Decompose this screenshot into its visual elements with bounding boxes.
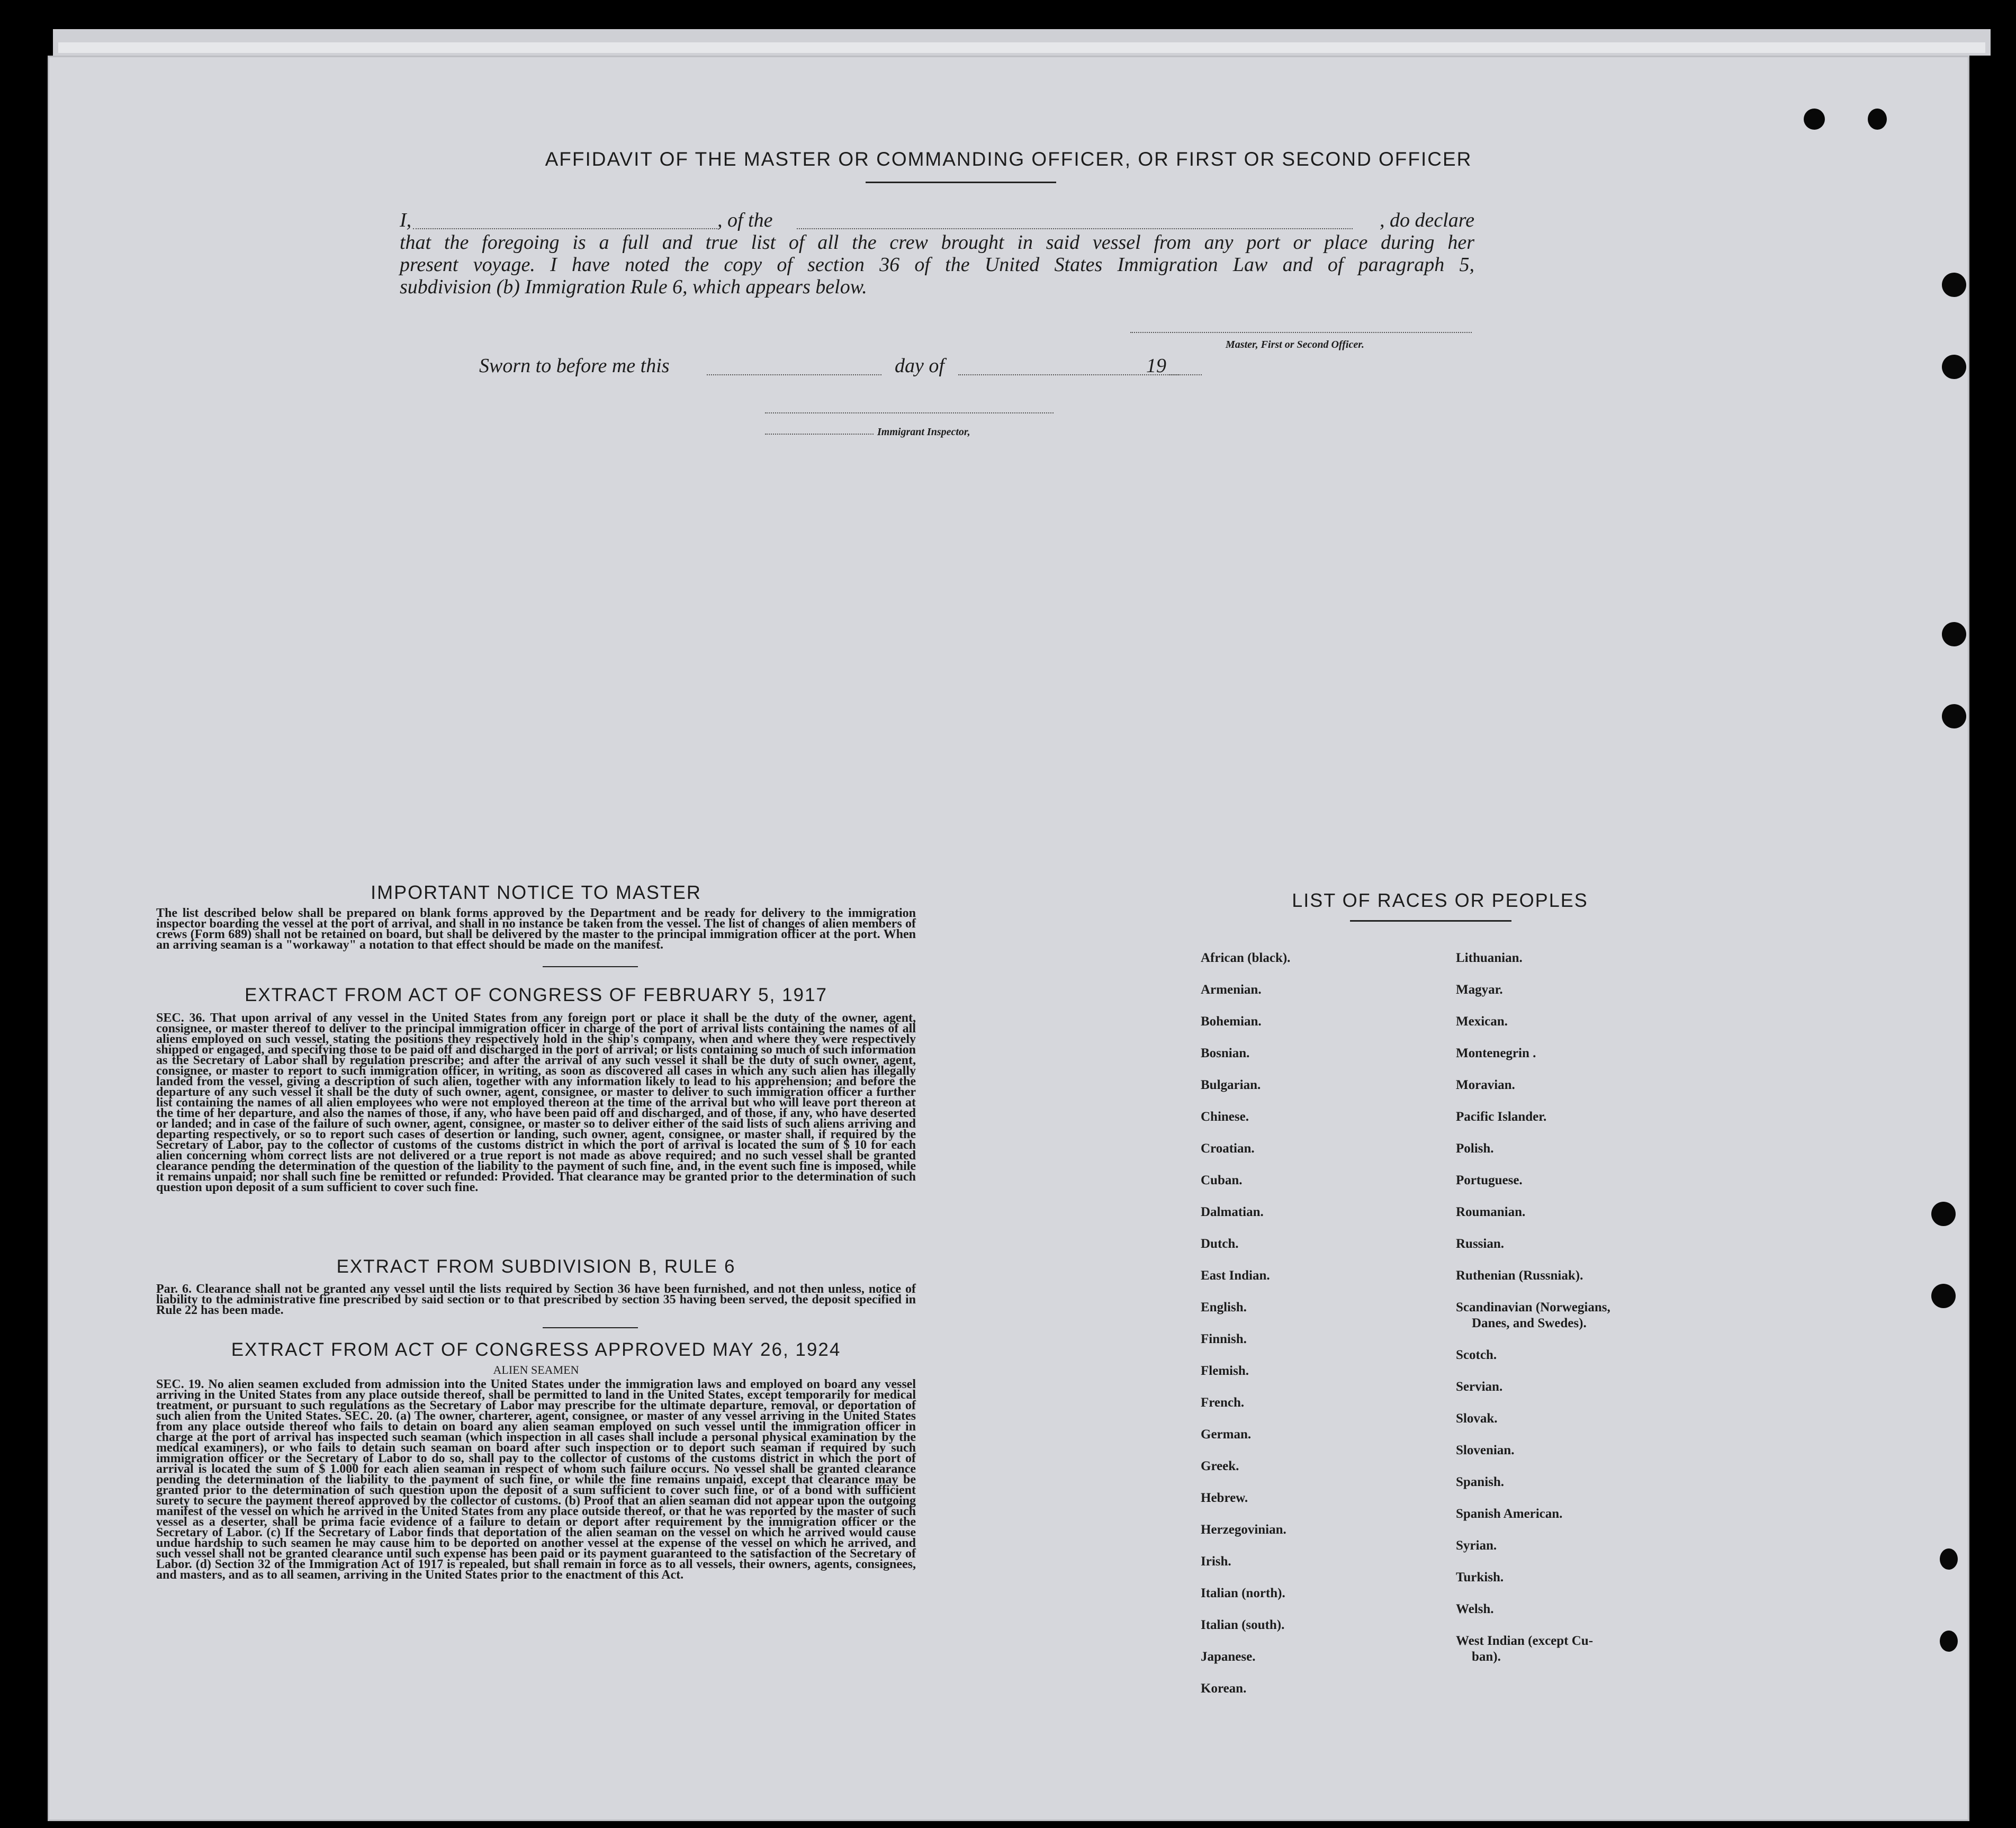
declaration-line-2: present voyage. I have noted the copy of section 36 of the United States Immigration Law and of paragraph 5, xyxy=(400,254,1474,276)
race-list-item: African (black). xyxy=(1201,951,1291,965)
master-signature-field[interactable] xyxy=(1130,331,1472,333)
extract-1924-text: SEC. 19. No alien seamen excluded from admission into the United States under the immigration laws and employed on board any vessel arriving in the United States from any place outside thereof, shall be permitted to land in the United States, except temporarily for medical treatment, or pursuant to such regulations as the Secretary of Labor may prescribe for the ultimate departure, removal, or deportation of such alien from the United States. SEC. 20. (a) The owner, charterer, agent, consignee, or master of any vessel arriving in the United States from any place outside thereof who fails to detain on board any alien seaman employed on such vessel until the immigration officer in charge at the port of arrival has inspected such seaman (which inspection in all cases shall include a personal physical examination by the medical examiners), or who fails to detain such seaman on board after such inspection or to deport such seaman if required by such immigration officer or the Secretary of Labor to do so, shall pay to the collector of customs of the customs district in which the port of arrival is located the sum of $ 1.000 for each alien seaman in respect of whom such failure occurs. No vessel shall be granted clearance pending the determination of the liability to the payment of such fine, or while the fine remains unpaid, except that clearance may be granted prior to the determination of such question upon the deposit of a sum sufficient to cover such fine, or of a bond with sufficient surety to secure the payment thereof approved by the collector of customs. (b) Proof that an alien seaman did not appear upon the outgoing manifest of the vessel on which he arrived in the United States from any place outside thereof, or that he was reported by the master of such vessel as a deserter, shall be prima facie evidence of a failure to detain or deport after requirement by the immigration officer or the Secretary of Labor. (c) If the Secretary of Labor finds that deportation of the alien seaman on the vessel on which he arrived would cause undue hardship to such seamen he may cause him to be deported on another vessel at the expense of the vessel on which he arrived, and such vessel shall not be granted clearance until such expense has been paid or its payment guaranteed to the satisfaction of the Secretary of Labor. (d) Section 32 of the Immigration Act of 1917 is repealed, but shall remain in force as to all vessels, their owners, agents, consignees, and masters, and as to all seamen, arriving in the United States prior to the enactment of this Act. xyxy=(156,1377,916,1582)
race-list-item: ban). xyxy=(1472,1650,1501,1664)
extract-1917-text: SEC. 36. That upon arrival of any vessel in the United States from any foreign port or place it shall be the duty of the owner, agent, consignee, or master thereof to deliver to the principal immigration officer in charge of the port of arrival lists containing the names of all aliens employed on such vessel, stating the positions they respectively hold in the ship's company, when and where they were respectively shipped or engaged, and specifying those to be paid off and discharged in the port of arrival; or lists containing so much of such information as the Secretary of Labor shall by regulation prescribe; and after the arrival of any such vessel it shall be the duty of such owner, agent, consignee, or master to report to such immigration officer, in writing, as soon as discovered all cases in which any such alien has illegally landed from the vessel, giving a description of such alien, together with any information likely to lead to his apprehension; and before the departure of any such vessel it shall be the duty of such owner, agent, consignee, or master to deliver to such immigration officer a further list containing the names of all alien employees who were not employed thereon at the time of the arrival but who will leave port thereon at the time of her departure, and also the names of those, if any, who have been paid off and discharged, and of those, if any, who have deserted or landed; and in case of the failure of such owner, agent, consignee, or master so to deliver either of the said lists of such aliens arriving and departing respectively, or so to report such cases of desertion or landing, such owner, agent, consignee, or master shall, if required by the Secretary of Labor, pay to the collector of customs of the customs district in which the port of arrival is located the sum of $ 10 for each alien concerning whom correct lists are not delivered or a true report is not made as above required; and no such vessel shall be granted clearance pending the determination of the question of the liability to the payment of such fine, and, in the event such fine is imposed, while it remains unpaid; nor shall such fine be remitted or refunded: Provided. That clearance may be granted prior to the determination of such question upon deposit of a sum sufficient to cover such fine. xyxy=(156,1011,916,1194)
race-list-item: Moravian. xyxy=(1456,1078,1515,1092)
race-list-item: Spanish. xyxy=(1456,1475,1505,1489)
race-list-item: Welsh. xyxy=(1456,1602,1494,1616)
race-list-item: Scotch. xyxy=(1456,1348,1497,1362)
race-list-item: Flemish. xyxy=(1201,1364,1249,1378)
punch-hole xyxy=(1868,109,1887,130)
race-list-item: Servian. xyxy=(1456,1380,1503,1394)
races-title: LIST OF RACES OR PEOPLES xyxy=(1292,889,1588,911)
notice-divider xyxy=(543,966,638,967)
day-of-label: day of xyxy=(895,355,944,377)
race-list-item: Chinese. xyxy=(1201,1110,1249,1124)
punch-hole xyxy=(1942,704,1966,728)
race-list-item: Herzegovinian. xyxy=(1201,1523,1286,1537)
race-list-item: Syrian. xyxy=(1456,1538,1497,1553)
punch-hole xyxy=(1931,1202,1956,1226)
affidavit-title: AFFIDAVIT OF THE MASTER OR COMMANDING OFFICER, OR FIRST OR SECOND OFFICER xyxy=(545,148,1472,170)
inspector-signature-field[interactable] xyxy=(765,411,1054,413)
race-list-item: French. xyxy=(1201,1395,1245,1410)
race-list-item: Spanish American. xyxy=(1456,1507,1563,1521)
sworn-year-field[interactable] xyxy=(1167,373,1202,375)
name-field[interactable] xyxy=(413,227,717,229)
race-list-item: Bosnian. xyxy=(1201,1046,1250,1060)
race-list-item: Lithuanian. xyxy=(1456,951,1523,965)
race-list-item: Italian (north). xyxy=(1201,1586,1285,1600)
race-list-item: Scandinavian (Norwegians, xyxy=(1456,1300,1610,1314)
extract-rule6-text: Par. 6. Clearance shall not be granted any vessel until the lists required by Section 36 have been furnished, and not then unless, notice of liability to the administrative fine prescribed by said section or to that prescribed by section 35 having been served, the deposit specified in Rule 22 has been made. xyxy=(156,1282,916,1317)
races-column-2 xyxy=(1456,942,1610,1673)
race-list-item: Hebrew. xyxy=(1201,1491,1248,1505)
race-list-item: Pacific Islander. xyxy=(1456,1110,1547,1124)
punch-hole xyxy=(1942,355,1966,379)
master-signature-label: Master, First or Second Officer. xyxy=(1226,339,1364,350)
do-declare-label: , do declare xyxy=(1379,209,1474,231)
race-list-item: Turkish. xyxy=(1456,1570,1504,1584)
punch-hole xyxy=(1931,1284,1956,1308)
race-list-item: Irish. xyxy=(1201,1554,1231,1569)
punch-hole xyxy=(1942,273,1966,297)
notice-title: IMPORTANT NOTICE TO MASTER xyxy=(371,881,701,903)
notice-text: The list described below shall be prepared on blank forms approved by the Department and be ready for delivery to the immigration inspector boarding the vessel at the port of arrival, and shall in no instance be taken from the vessel. The list of changes of alien members of crews (Form 689) shall not be retained on board, but shall be delivered by the master to the principal immigration officer at the port. When an arriving seaman is a "workaway" a notation to that effect should be made on the manifest. xyxy=(156,906,916,952)
race-list-item: Finnish. xyxy=(1201,1332,1247,1346)
inspector-signature-field-2[interactable] xyxy=(765,433,874,435)
races-column-1 xyxy=(1201,942,1290,1705)
race-list-item: East Indian. xyxy=(1201,1268,1270,1283)
document-page xyxy=(48,56,1969,1821)
races-underline xyxy=(1350,920,1511,922)
race-list-item: Danes, and Swedes). xyxy=(1472,1316,1587,1330)
race-list-item: Magyar. xyxy=(1456,983,1503,997)
sworn-day-field[interactable] xyxy=(707,373,881,375)
race-list-item: Greek. xyxy=(1201,1459,1239,1473)
declaration-block xyxy=(400,209,1474,298)
race-list-item: German. xyxy=(1201,1427,1252,1442)
race-list-item: Korean. xyxy=(1201,1681,1247,1696)
race-list-item: Polish. xyxy=(1456,1141,1494,1156)
race-list-item: Slovak. xyxy=(1456,1411,1498,1426)
race-list-item: Bohemian. xyxy=(1201,1014,1262,1029)
race-list-item: Bulgarian. xyxy=(1201,1078,1261,1092)
race-list-item: Slovenian. xyxy=(1456,1443,1515,1457)
race-list-item: Armenian. xyxy=(1201,983,1262,997)
title-underline xyxy=(866,182,1056,183)
race-list-item: Ruthenian (Russniak). xyxy=(1456,1268,1583,1283)
race-list-item: English. xyxy=(1201,1300,1247,1314)
extract-1924-title: EXTRACT FROM ACT OF CONGRESS APPROVED MAY 26, 1924 xyxy=(231,1339,841,1360)
race-list-item: Dalmatian. xyxy=(1201,1205,1264,1219)
race-list-item: Portuguese. xyxy=(1456,1173,1523,1187)
punch-hole xyxy=(1940,1548,1958,1570)
punch-hole xyxy=(1940,1631,1958,1652)
year-label: 19 xyxy=(1146,355,1166,377)
vessel-field[interactable] xyxy=(797,227,1353,229)
race-list-item: Dutch. xyxy=(1201,1237,1239,1251)
declaration-header-line xyxy=(400,209,1474,231)
race-list-item: West Indian (except Cu- xyxy=(1456,1634,1594,1648)
i-label: I, xyxy=(400,209,412,231)
extract-1917-title: EXTRACT FROM ACT OF CONGRESS OF FEBRUARY 5, 1917 xyxy=(245,985,827,1005)
extract-1924-subtitle: ALIEN SEAMEN xyxy=(493,1363,579,1376)
race-list-item: Japanese. xyxy=(1201,1650,1256,1664)
sworn-label: Sworn to before me this xyxy=(479,355,670,377)
inspector-label: Immigrant Inspector, xyxy=(877,426,970,438)
declaration-line-3: subdivision (b) Immigration Rule 6, which appears below. xyxy=(400,276,867,298)
race-list-item: Italian (south). xyxy=(1201,1618,1285,1632)
race-list-item: Montenegrin . xyxy=(1456,1046,1536,1060)
race-list-item: Roumanian. xyxy=(1456,1205,1526,1219)
race-list-item: Russian. xyxy=(1456,1237,1505,1251)
of-the-label: , of the xyxy=(717,209,773,231)
extract-rule6-title: EXTRACT FROM SUBDIVISION B, RULE 6 xyxy=(336,1256,736,1277)
rule6-divider xyxy=(543,1327,638,1328)
race-list-item: Mexican. xyxy=(1456,1014,1508,1029)
race-list-item: Croatian. xyxy=(1201,1141,1255,1156)
declaration-line-1: that the foregoing is a full and true list of all the crew brought in said vessel from any port or place during her xyxy=(400,231,1474,254)
punch-hole xyxy=(1942,622,1966,646)
punch-hole xyxy=(1804,109,1825,130)
page-edge-highlight xyxy=(58,42,1985,53)
race-list-item: Cuban. xyxy=(1201,1173,1243,1187)
